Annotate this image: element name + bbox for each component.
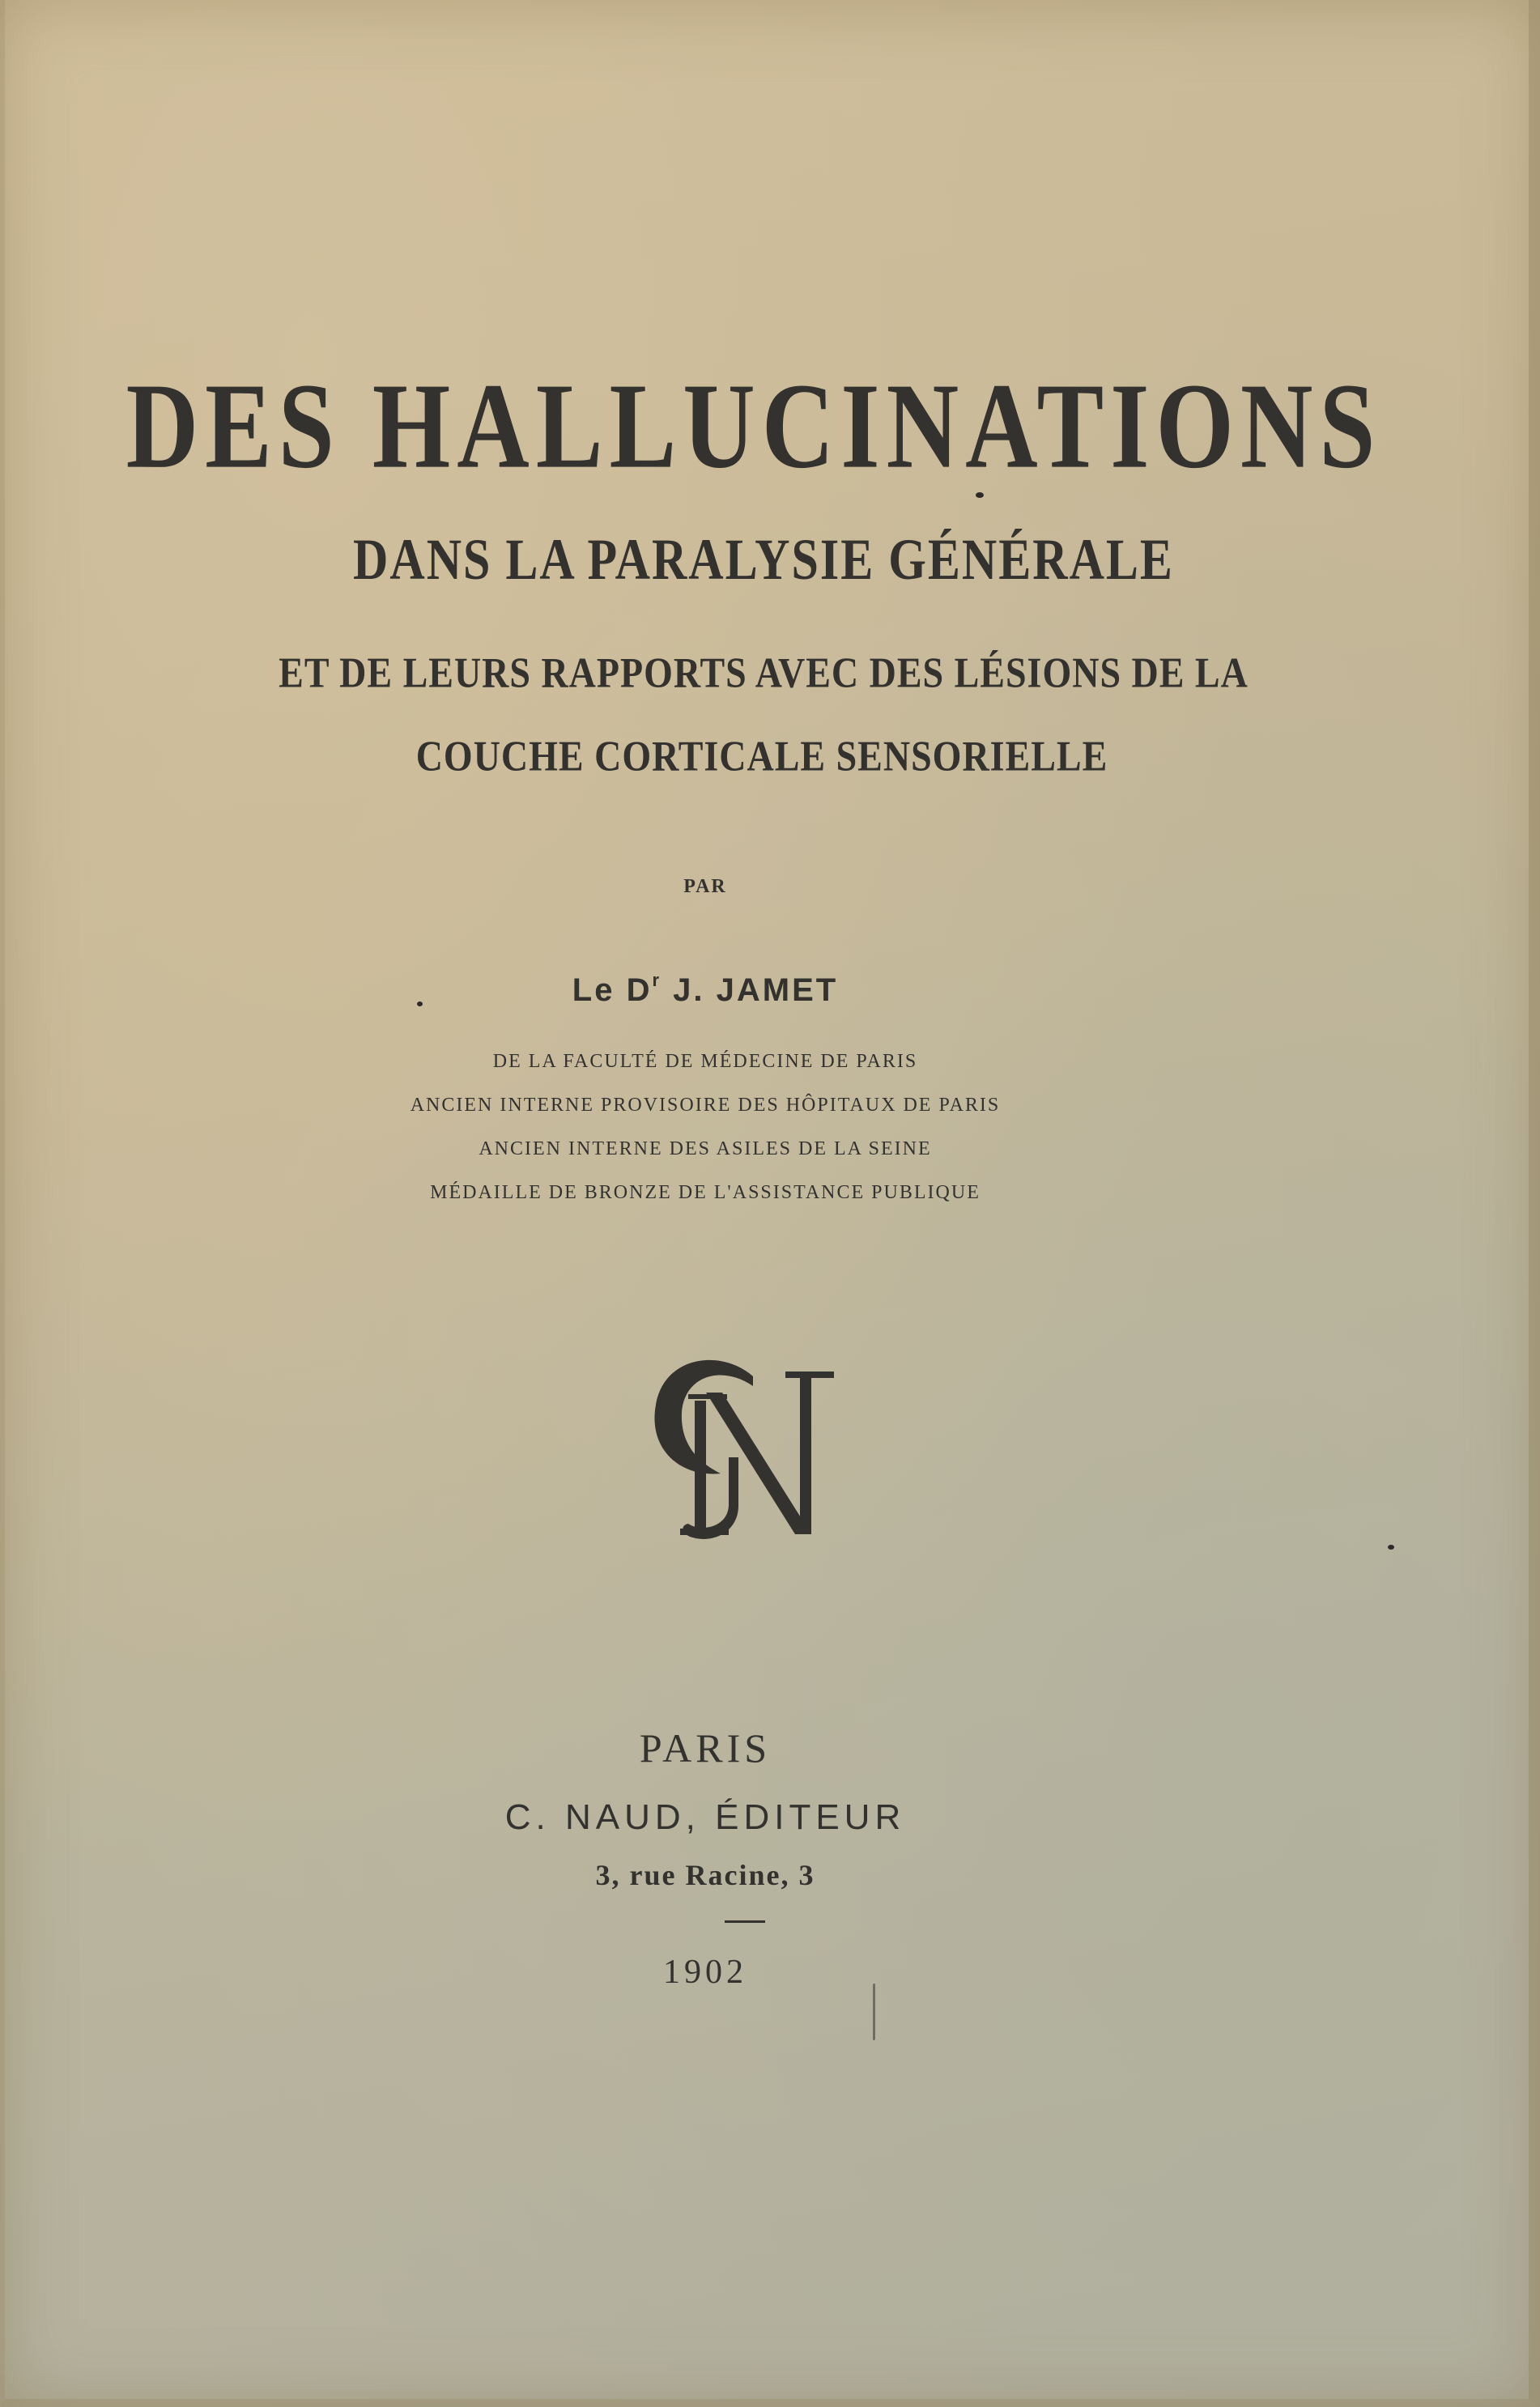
ink-speck: [417, 1001, 423, 1006]
credential-line: ANCIEN INTERNE DES ASILES DE LA SEINE: [479, 1138, 932, 1159]
publication-city: PARIS: [639, 1725, 772, 1771]
description-line-1: ET DE LEURS RAPPORTS AVEC DES LÉSIONS DE LA: [279, 649, 1249, 696]
credential-line: MÉDAILLE DE BRONZE DE L'ASSISTANCE PUBLIQUE: [430, 1182, 981, 1203]
book-title: DES HALLUCINATIONS: [125, 358, 1382, 494]
author-prefix-superscript: r: [652, 970, 662, 990]
publisher-name: C. NAUD, ÉDITEUR: [504, 1797, 906, 1837]
by-label: PAR: [683, 876, 727, 897]
author-name: J. JAMET: [673, 972, 839, 1008]
publisher-monogram-icon: [632, 1344, 850, 1546]
author-prefix: Le D: [572, 972, 653, 1008]
credential-line: ANCIEN INTERNE PROVISOIRE DES HÔPITAUX DE PARIS: [410, 1095, 1001, 1116]
ink-speck: [976, 492, 984, 498]
description-line-2: COUCHE CORTICALE SENSORIELLE: [415, 732, 1108, 780]
credential-line: DE LA FACULTÉ DE MÉDECINE DE PARIS: [492, 1051, 918, 1072]
publisher-address: 3, rue Racine, 3: [595, 1859, 815, 1891]
ink-speck: [873, 1984, 875, 2040]
publication-year: 1902: [663, 1954, 747, 1991]
book-subtitle: DANS LA PARALYSIE GÉNÉRALE: [353, 527, 1174, 592]
author-line: [0, 970, 1475, 1009]
ink-speck: [1388, 1545, 1394, 1550]
divider-rule: [725, 1920, 765, 1923]
